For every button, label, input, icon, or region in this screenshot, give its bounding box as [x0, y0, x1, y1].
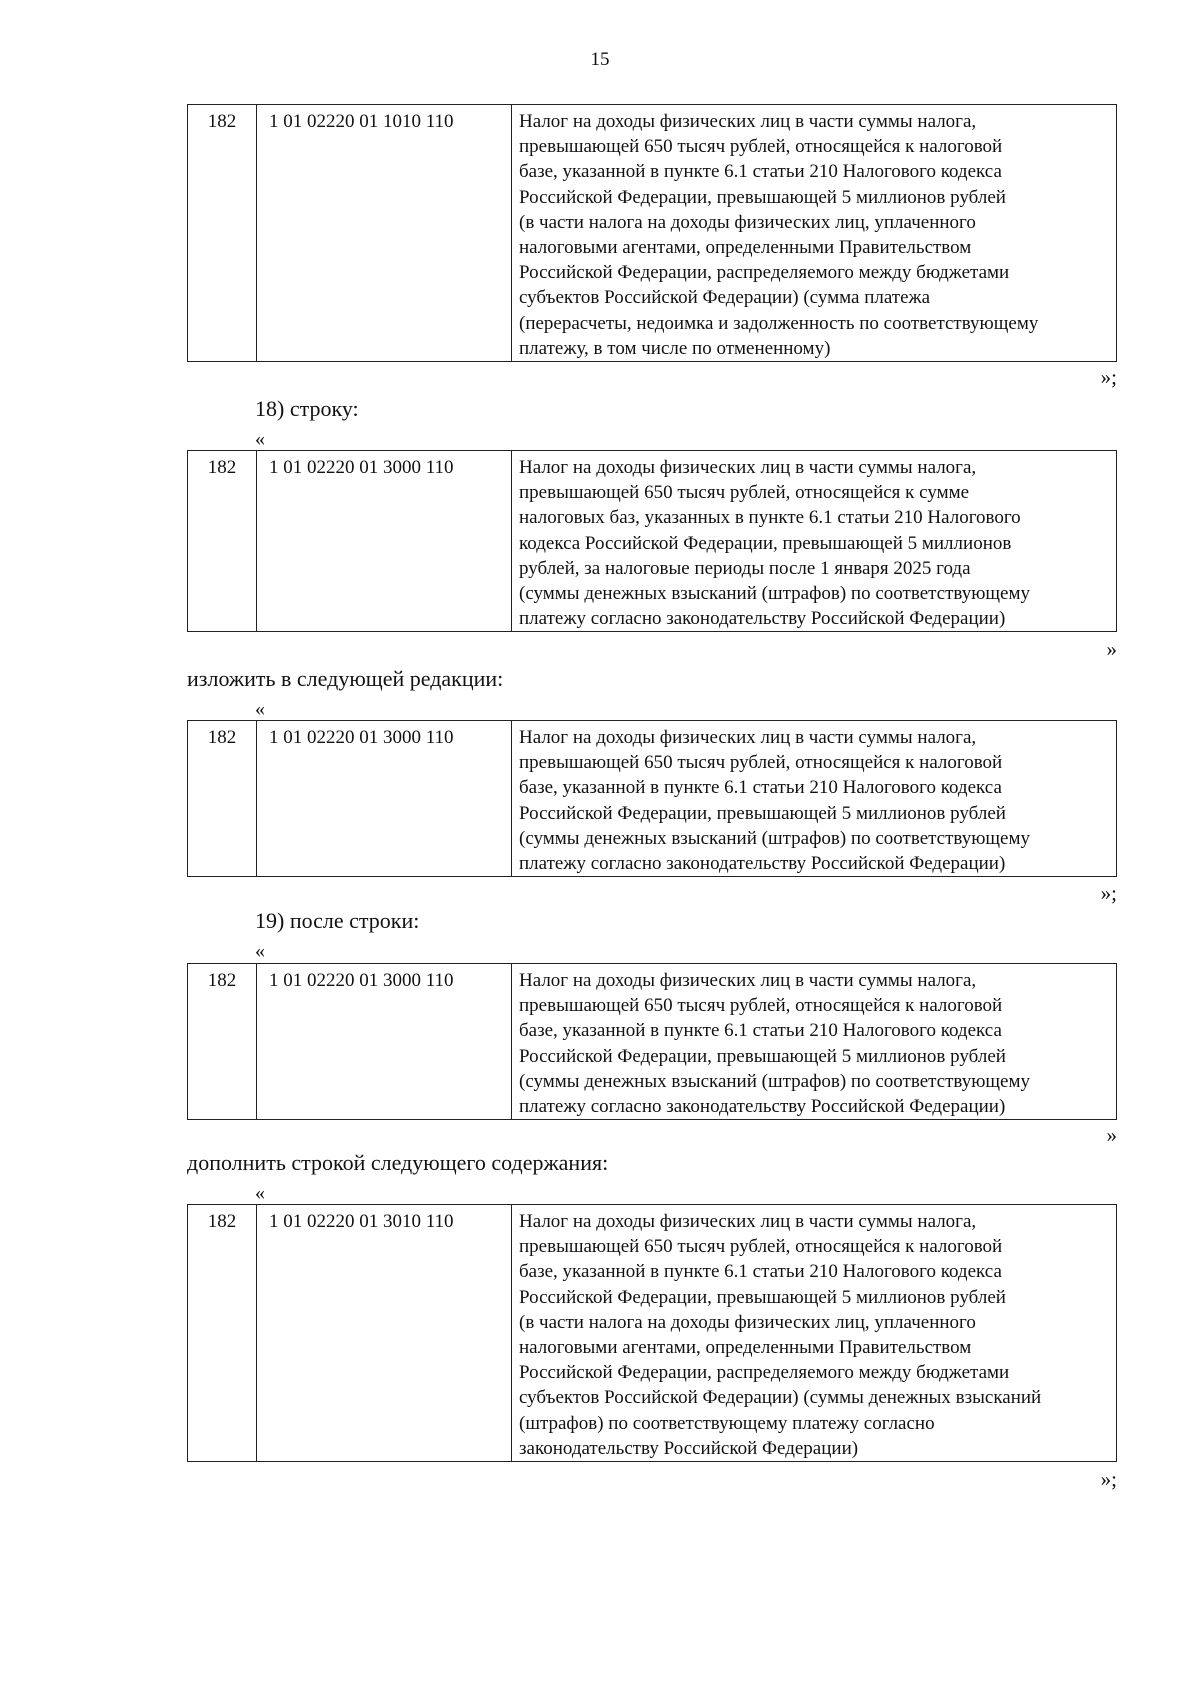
description-line: налоговых баз, указанных в пункте 6.1 статьи 210 Налогового	[519, 507, 1021, 529]
description-cell	[512, 964, 1117, 1120]
description-line: (в части налога на доходы физических лиц, уплаченного	[519, 1311, 976, 1333]
opening-quote: «	[255, 940, 265, 962]
kbk-code-cell: 1 01 02220 01 1010 110	[257, 105, 512, 362]
description-line: базе, указанной в пункте 6.1 статьи 210 Налогового кодекса	[519, 161, 1002, 183]
closing-quote: »;	[1100, 1467, 1117, 1491]
description-line: (суммы денежных взысканий (штрафов) по соответствующему	[519, 583, 1030, 605]
description-line: налоговыми агентами, определенными Правительством	[519, 237, 972, 259]
opening-quote: «	[255, 698, 265, 720]
description-line: законодательству Российской Федерации)	[519, 1437, 859, 1459]
opening-quote: «	[255, 1182, 265, 1204]
closing-quote: »;	[1100, 881, 1117, 905]
kbk-code-cell: 1 01 02220 01 3010 110	[257, 1205, 512, 1462]
code-table-row	[187, 104, 1117, 362]
description-line: базе, указанной в пункте 6.1 статьи 210 Налогового кодекса	[519, 1020, 1002, 1042]
description-line: базе, указанной в пункте 6.1 статьи 210 Налогового кодекса	[519, 777, 1002, 799]
add-instruction: дополнить строкой следующего содержания:	[187, 1150, 609, 1175]
description-line: Налог на доходы физических лиц в части суммы налога,	[519, 111, 977, 132]
opening-quote: «	[255, 428, 265, 450]
description-line: субъектов Российской Федерации) (сумма платежа	[519, 287, 931, 309]
description-line: Налог на доходы физических лиц в части суммы налога,	[519, 970, 977, 991]
description-line: Налог на доходы физических лиц в части суммы налога,	[519, 1211, 977, 1232]
description-line: (штрафов) по соответствующему платежу согласно	[519, 1412, 935, 1434]
code-table-row	[187, 1204, 1117, 1462]
description-line: Российской Федерации, превышающей 5 миллионов рублей	[519, 186, 1006, 208]
item-heading-18: 18) строку:	[255, 396, 359, 421]
description-line: платежу, в том числе по отмененному)	[519, 337, 831, 359]
description-cell	[512, 451, 1117, 632]
replace-instruction: изложить в следующей редакции:	[187, 666, 504, 691]
description-line: Российской Федерации, распределяемого между бюджетами	[519, 262, 1010, 284]
description-line: (перерасчеты, недоимка и задолженность по соответствующему	[519, 312, 1039, 334]
description-line: налоговыми агентами, определенными Правительством	[519, 1337, 972, 1359]
description-line: субъектов Российской Федерации) (суммы денежных взысканий	[519, 1387, 1042, 1409]
code-table-row	[187, 720, 1117, 877]
closing-quote: »	[1106, 637, 1117, 661]
page-number: 15	[590, 49, 610, 70]
description-line: платежу согласно законодательству Российской Федерации)	[519, 608, 1006, 630]
admin-code-cell: 182	[188, 721, 257, 877]
closing-quote: »	[1106, 1123, 1117, 1147]
description-line: Российской Федерации, превышающей 5 миллионов рублей	[519, 1045, 1006, 1067]
description-line: (суммы денежных взысканий (штрафов) по соответствующему	[519, 1070, 1030, 1092]
description-line: платежу согласно законодательству Российской Федерации)	[519, 1096, 1006, 1118]
description-line: Российской Федерации, распределяемого между бюджетами	[519, 1362, 1010, 1384]
description-line: (в части налога на доходы физических лиц, уплаченного	[519, 211, 976, 233]
description-line: Налог на доходы физических лиц в части суммы налога,	[519, 727, 977, 748]
description-line: Российской Федерации, превышающей 5 миллионов рублей	[519, 1286, 1006, 1308]
description-cell	[512, 721, 1117, 877]
description-line: рублей, за налоговые периоды после 1 января 2025 года	[519, 557, 971, 579]
description-line: превышающей 650 тысяч рублей, относящейся к налоговой	[519, 136, 1003, 158]
description-cell	[512, 1205, 1117, 1462]
code-table-row	[187, 963, 1117, 1120]
kbk-code-cell: 1 01 02220 01 3000 110	[257, 721, 512, 877]
kbk-code-cell: 1 01 02220 01 3000 110	[257, 451, 512, 632]
description-line: Российской Федерации, превышающей 5 миллионов рублей	[519, 802, 1006, 824]
description-line: кодекса Российской Федерации, превышающей 5 миллионов	[519, 532, 1012, 554]
description-line: (суммы денежных взысканий (штрафов) по соответствующему	[519, 827, 1030, 849]
kbk-code-cell: 1 01 02220 01 3000 110	[257, 964, 512, 1120]
description-line: базе, указанной в пункте 6.1 статьи 210 Налогового кодекса	[519, 1261, 1002, 1283]
description-line: превышающей 650 тысяч рублей, относящейся к сумме	[519, 482, 970, 504]
admin-code-cell: 182	[188, 964, 257, 1120]
description-line: Налог на доходы физических лиц в части суммы налога,	[519, 457, 977, 478]
admin-code-cell: 182	[188, 105, 257, 362]
description-line: превышающей 650 тысяч рублей, относящейся к налоговой	[519, 995, 1003, 1017]
admin-code-cell: 182	[188, 451, 257, 632]
admin-code-cell: 182	[188, 1205, 257, 1462]
description-line: превышающей 650 тысяч рублей, относящейся к налоговой	[519, 752, 1003, 774]
closing-quote: »;	[1100, 365, 1117, 389]
description-cell	[512, 105, 1117, 362]
code-table-row	[187, 450, 1117, 632]
item-heading-19: 19) после строки:	[255, 908, 420, 933]
description-line: превышающей 650 тысяч рублей, относящейся к налоговой	[519, 1236, 1003, 1258]
description-line: платежу согласно законодательству Российской Федерации)	[519, 853, 1006, 875]
